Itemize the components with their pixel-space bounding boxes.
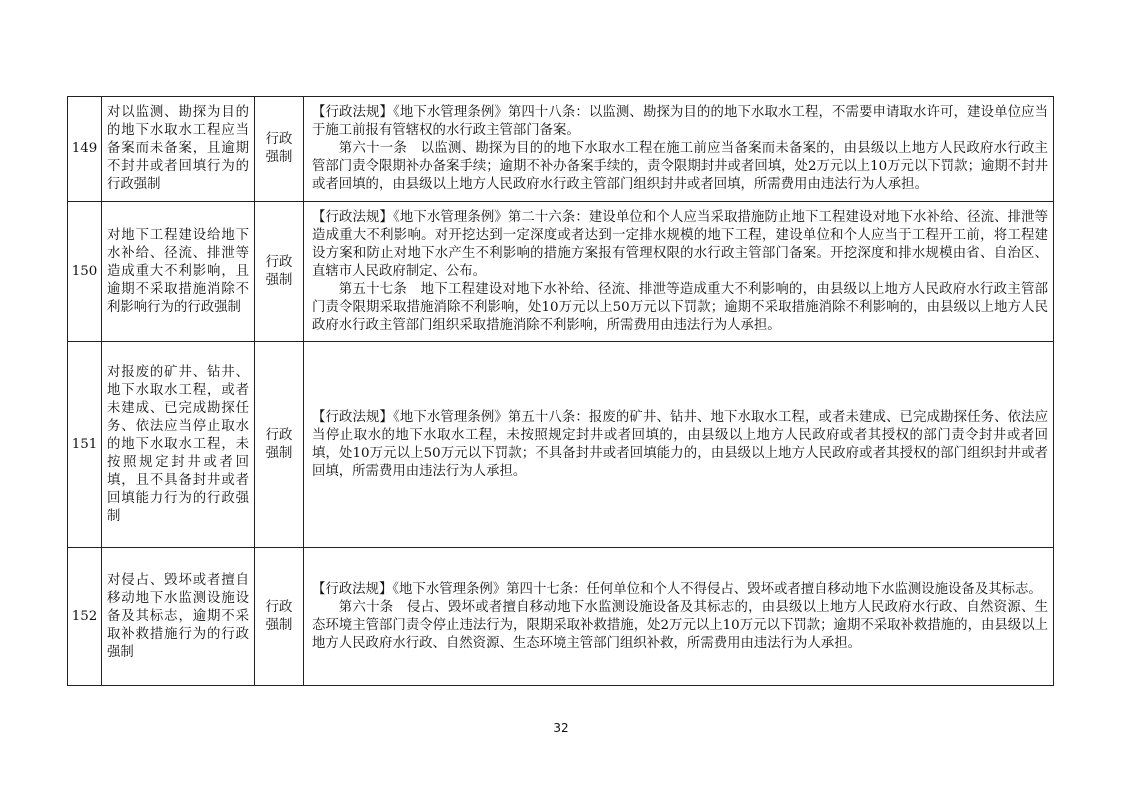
basis-paragraph: 【行政法规】《地下水管理条例》第五十八条：报废的矿井、钻井、地下水取水工程，或者未建成、已完成勘探任务、依法应当停止取水的地下水取水工程，未按照规定封井或者回填的，由县级以上地方人民政府或者其授权的部门责令封井或者回填，处10万元以上50万元以下罚款；不具备封井或者回填能力的，由县级以上地方人民政府或者其授权的部门组织封井或者回填，所需费用由违法行为人承担。 — [312, 409, 1048, 479]
item-category: 行政强制 — [255, 97, 304, 202]
item-name: 对报废的矿井、钻井、地下水取水工程，或者未建成、已完成勘探任务、依法应当停止取水的地下水取水工程，未按照规定封井或者回填，且不具备封井或者回填能力行为的行政强制 — [102, 342, 255, 548]
item-name: 对侵占、毁坏或者擅自移动地下水监测设施设备及其标志，逾期不采取补救措施行为的行政强制 — [102, 548, 255, 686]
basis-paragraph: 【行政法规】《地下水管理条例》第四十七条：任何单位和个人不得侵占、毁坏或者擅自移动地下水监测设施设备及其标志。 — [312, 581, 1042, 597]
table-row — [68, 97, 1054, 202]
table-row — [68, 548, 1054, 686]
item-category: 行政强制 — [255, 342, 304, 548]
basis-paragraph: 第六十条 侵占、毁坏或者擅自移动地下水监测设施设备及其标志的，由县级以上地方人民政府水行政、自然资源、生态环境主管部门责令停止违法行为，限期采取补救措施，处2万元以上10万元以下罚款；逾期不采取补救措施的，由县级以上地方人民政府水行政、自然资源、生态环境主管部门组织补救，所需费用由违法行为人承担。 — [312, 599, 1048, 651]
item-name: 对以监测、勘探为目的的地下水取水工程应当备案而未备案，且逾期不封井或者回填行为的行政强制 — [102, 97, 255, 202]
item-category: 行政强制 — [255, 202, 304, 342]
legal-basis — [304, 342, 1054, 548]
table-row — [68, 202, 1054, 342]
basis-paragraph: 第五十七条 地下工程建设对地下水补给、径流、排泄等造成重大不利影响的，由县级以上地方人民政府水行政主管部门责令限期采取措施消除不利影响，处10万元以上50万元以下罚款；逾期不采取措施消除不利影响的，由县级以上地方人民政府水行政主管部门组织采取措施消除不利影响，所需费用由违法行为人承担。 — [312, 281, 1048, 333]
legal-basis — [304, 202, 1054, 342]
basis-paragraph: 【行政法规】《地下水管理条例》第四十八条：以监测、勘探为目的的地下水取水工程，不需要申请取水许可，建设单位应当于施工前报有管辖权的水行政主管部门备案。 — [312, 105, 1048, 138]
row-number: 151 — [68, 342, 102, 548]
row-number: 152 — [68, 548, 102, 686]
row-number: 150 — [68, 202, 102, 342]
basis-paragraph: 【行政法规】《地下水管理条例》第二十六条：建设单位和个人应当采取措施防止地下工程建设对地下水补给、径流、排泄等造成重大不利影响。对开挖达到一定深度或者达到一定排水规模的地下工程，建设单位和个人应当于工程开工前，将工程建设方案和防止对地下水产生不利影响的措施方案报有管理权限的水行政主管部门备案。开挖深度和排水规模由省、自治区、直辖市人民政府制定、公布。 — [312, 209, 1048, 279]
regulation-table — [67, 96, 1054, 686]
legal-basis — [304, 97, 1054, 202]
row-number: 149 — [68, 97, 102, 202]
item-category: 行政强制 — [255, 548, 304, 686]
item-name: 对地下工程建设给地下水补给、径流、排泄等造成重大不利影响，且逾期不采取措施消除不利影响行为的行政强制 — [102, 202, 255, 342]
table-row — [68, 342, 1054, 548]
legal-basis — [304, 548, 1054, 686]
basis-paragraph: 第六十一条 以监测、勘探为目的的地下水取水工程在施工前应当备案而未备案的，由县级以上地方人民政府水行政主管部门责令限期补办备案手续；逾期不补办备案手续的，责令限期封井或者回填，处2万元以上10万元以下罚款；逾期不封井或者回填的，由县级以上地方人民政府水行政主管部门组织封井或者回填，所需费用由违法行为人承担。 — [312, 141, 1048, 192]
page-number: 32 — [553, 721, 569, 735]
